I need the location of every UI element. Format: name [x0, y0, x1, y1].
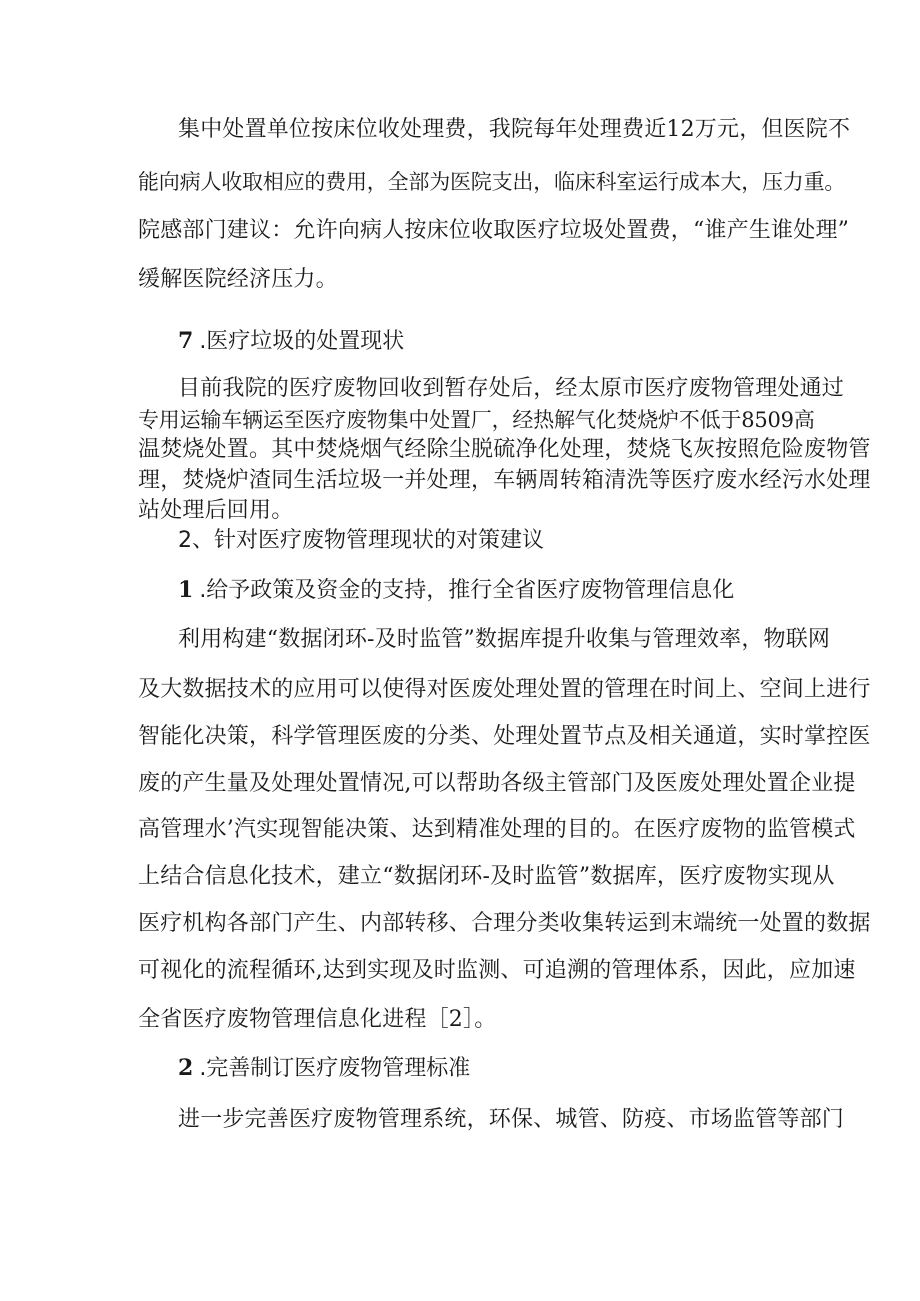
paragraph-3-line-2: 及大数据技术的应用可以使得对医废处理处置的管理在时间上、空间上进行: [138, 677, 871, 702]
paragraph-3-line-9: 全省医疗废物管理信息化进程［2］。: [138, 1007, 497, 1032]
paragraph-1-line-1: 集中处置单位按床位收处理费，我院每年处理费近12万元，但医院不: [178, 117, 851, 142]
paragraph-3-line-5: 高管理水’汽实现智能决策、达到精准处理的目的。在医疗废物的监管模式: [138, 817, 856, 842]
paragraph-1-line-2: 能向病人收取相应的费用，全部为医院支出，临床科室运行成本大，压力重。: [138, 170, 846, 194]
heading-text: .医疗垃圾的处置现状: [199, 329, 405, 354]
paragraph-2-line-1: 目前我院的医疗废物回收到暂存处后，经太原市医疗废物管理处通过: [178, 376, 845, 401]
subsection-heading-2: [178, 1052, 470, 1085]
paragraph-3-line-3: 智能化决策，科学管理医废的分类、处理处置节点及相关通道，实时掌控医: [138, 724, 871, 749]
paragraph-3-line-7: 医疗机构各部门产生、内部转移、合理分类收集转运到末端统一处置的数据: [138, 911, 871, 936]
paragraph-1-line-3: 院感部门建议：允许向病人按床位收取医疗垃圾处置费，“谁产生谁处理”: [138, 218, 850, 243]
paragraph-3-line-4: 废的产生量及处理处置情况,可以帮助各级主管部门及医废处理处置企业提: [138, 771, 856, 796]
heading-number: 7: [178, 328, 194, 354]
paragraph-3-line-6: 上结合信息化技术，建立“数据闭环-及时监管”数据库，医疗废物实现从: [138, 864, 835, 889]
paragraph-3-line-8: 可视化的流程循环,达到实现及时监测、可追溯的管理体系，因此，应加速: [138, 958, 856, 983]
paragraph-2-line-5: 站处理后回用。: [138, 498, 294, 523]
paragraph-2-line-4: 理，焚烧炉渣同生活垃圾一并处理，车辆周转箱清洗等医疗废水经污水处理: [138, 468, 871, 493]
paragraph-1-line-4: 缓解医院经济压力。: [138, 267, 338, 292]
subheading-text: .给予政策及资金的支持，推行全省医疗废物管理信息化: [199, 578, 735, 603]
paragraph-2-line-2: 专用运输车辆运至医疗废物集中处置厂，经热解气化焚烧炉不低于8509高: [138, 408, 815, 432]
section-heading-2: 2、针对医疗废物管理现状的对策建议: [178, 528, 544, 553]
subheading-text: .完善制订医疗废物管理标准: [199, 1056, 471, 1081]
paragraph-4-line-1: 进一步完善医疗废物管理系统，环保、城管、防疫、市场监管等部门: [178, 1107, 845, 1132]
paragraph-2-line-3: 温焚烧处置。其中焚烧烟气经除尘脱硫净化处理，焚烧飞灰按照危险废物管: [138, 437, 871, 462]
section-heading-7: [178, 325, 404, 358]
subsection-heading-1: [178, 574, 734, 607]
subheading-number: 1: [178, 577, 194, 603]
subheading-number: 2: [178, 1055, 194, 1081]
paragraph-3-line-1: 利用构建“数据闭环-及时监管”数据库提升收集与管理效率，物联网: [178, 627, 831, 652]
